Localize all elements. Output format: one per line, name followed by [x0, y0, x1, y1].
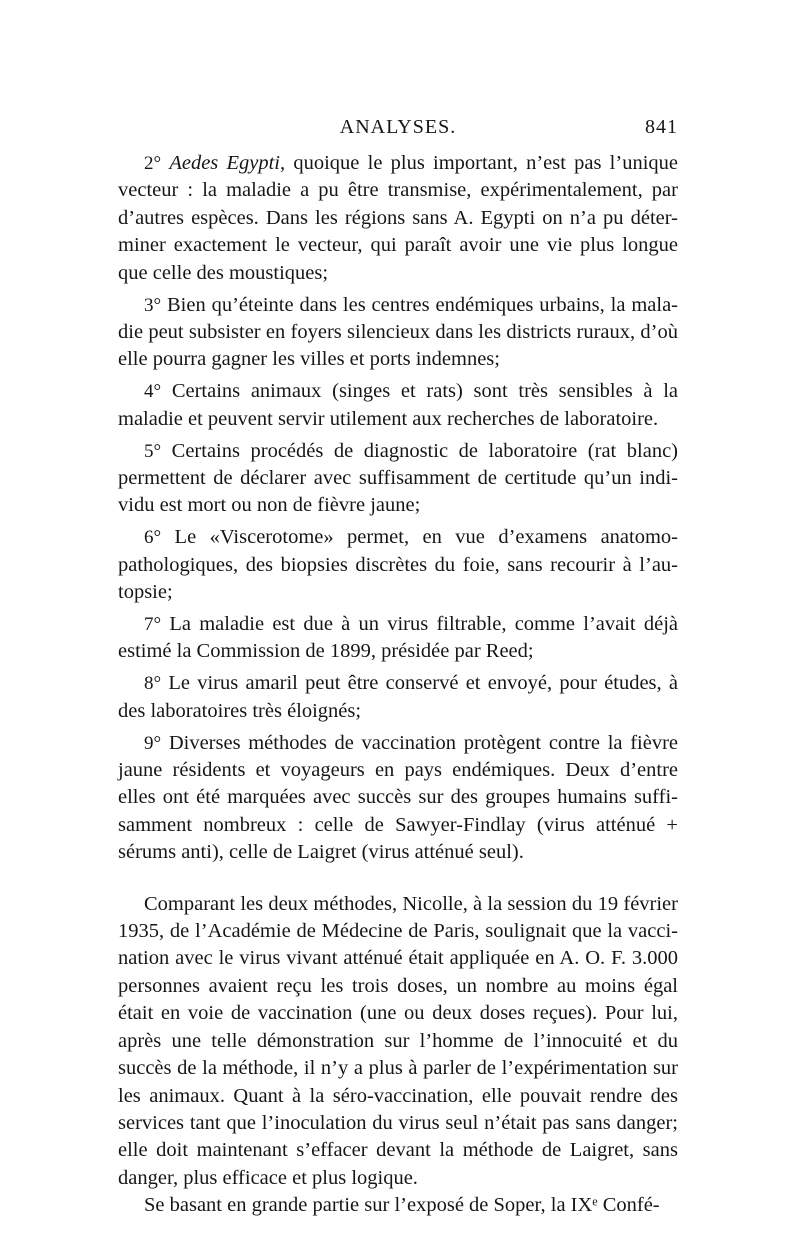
item-text: Le virus amaril peut être conservé et envoyé, pour études, à des laboratoires très éloignés;	[118, 672, 678, 722]
item-number: 4°	[144, 381, 162, 403]
item-number: 6°	[144, 527, 162, 549]
list-item-4	[118, 378, 678, 433]
list-item-9	[118, 730, 678, 867]
list-item-7	[118, 611, 678, 666]
page-number: 841	[645, 116, 678, 138]
body-paragraph: Se basant en grande partie sur l’exposé de Soper, la IXᵉ Confé-	[144, 1194, 660, 1217]
item-number: 3°	[144, 294, 162, 316]
item-text: Bien qu’éteinte dans les centres endémiques urbains, la mala- die peut subsister en foyers silencieux dans les districts ruraux, d’où elle pourra gagner les villes et ports indemnes;	[118, 293, 678, 371]
document-page	[118, 116, 678, 1224]
list-item-3	[118, 292, 678, 374]
italic-term: Aedes Egypti,	[169, 152, 286, 174]
item-number: 9°	[144, 732, 162, 754]
page-header	[118, 116, 678, 150]
item-text: quoique le plus important, n’est pas l’unique vecteur : la maladie a pu être transmise, expérimentalement, par d’autres espèces. Dans les régions sans A. Egypti on n’a pu déter- miner exactement le vecteur, qui paraît avoir une vie plus longue que celle des moustiques;	[118, 152, 678, 284]
list-item-8	[118, 670, 678, 725]
body-paragraph: Comparant les deux méthodes, Nicolle, à la session du 19 février 1935, de l’Académie de Médecine de Paris, soulignait que la vacci- nation avec le virus vivant atténué était appliquée en A. O. F. 3.000 personnes avaient reçu les trois doses, un nombre au moins égal était en voie de vaccination (une ou deux doses reçues). Pour lui, après une telle démonstration sur l’homme de l’innocuité et du succès de la méthode, il n’y a plus à parler de l’expérimentation sur les animaux. Quant à la séro-vaccination, elle pouvait rendre des services tant que l’inoculation du virus seul n’était pas sans danger; elle doit maintenant s’effacer devant la méthode de Laigret, sans danger, plus efficace et plus logique.	[118, 892, 678, 1189]
item-text: Le «Viscerotome» permet, en vue d’examens anatomo- pathologiques, des biopsies discrètes du foie, sans recourir à l’au- topsie;	[118, 526, 678, 604]
item-number: 5°	[144, 440, 162, 462]
item-text: Diverses méthodes de vaccination protègent contre la fièvre jaune résidents et voyageurs en pays endémiques. Deux d’entre elles ont été marquées avec succès sur des groupes humains suffi- samment nombreux : celle de Sawyer-Findlay (virus atténué + sérums anti), celle de Laigret (virus atténué seul).	[118, 731, 679, 864]
item-text: Certains animaux (singes et rats) sont très sensibles à la maladie et peuvent servir utilement aux recherches de laboratoire.	[118, 380, 679, 430]
item-number: 2°	[144, 153, 162, 174]
list-item-6	[118, 524, 678, 606]
item-number: 7°	[144, 614, 162, 635]
item-number: 8°	[144, 673, 162, 695]
item-text: La maladie est due à un virus filtrable, comme l’avait déjà estimé la Commission de 1899, présidée par Reed;	[118, 613, 678, 663]
item-text: Certains procédés de diagnostic de laboratoire (rat blanc) permettent de déclarer avec suffisamment de certitude qu’un indi- vidu est mort ou non de fièvre jaune;	[118, 439, 678, 517]
list-item-2	[118, 150, 678, 287]
list-item-5	[118, 438, 678, 520]
running-title: ANALYSES.	[339, 116, 457, 138]
